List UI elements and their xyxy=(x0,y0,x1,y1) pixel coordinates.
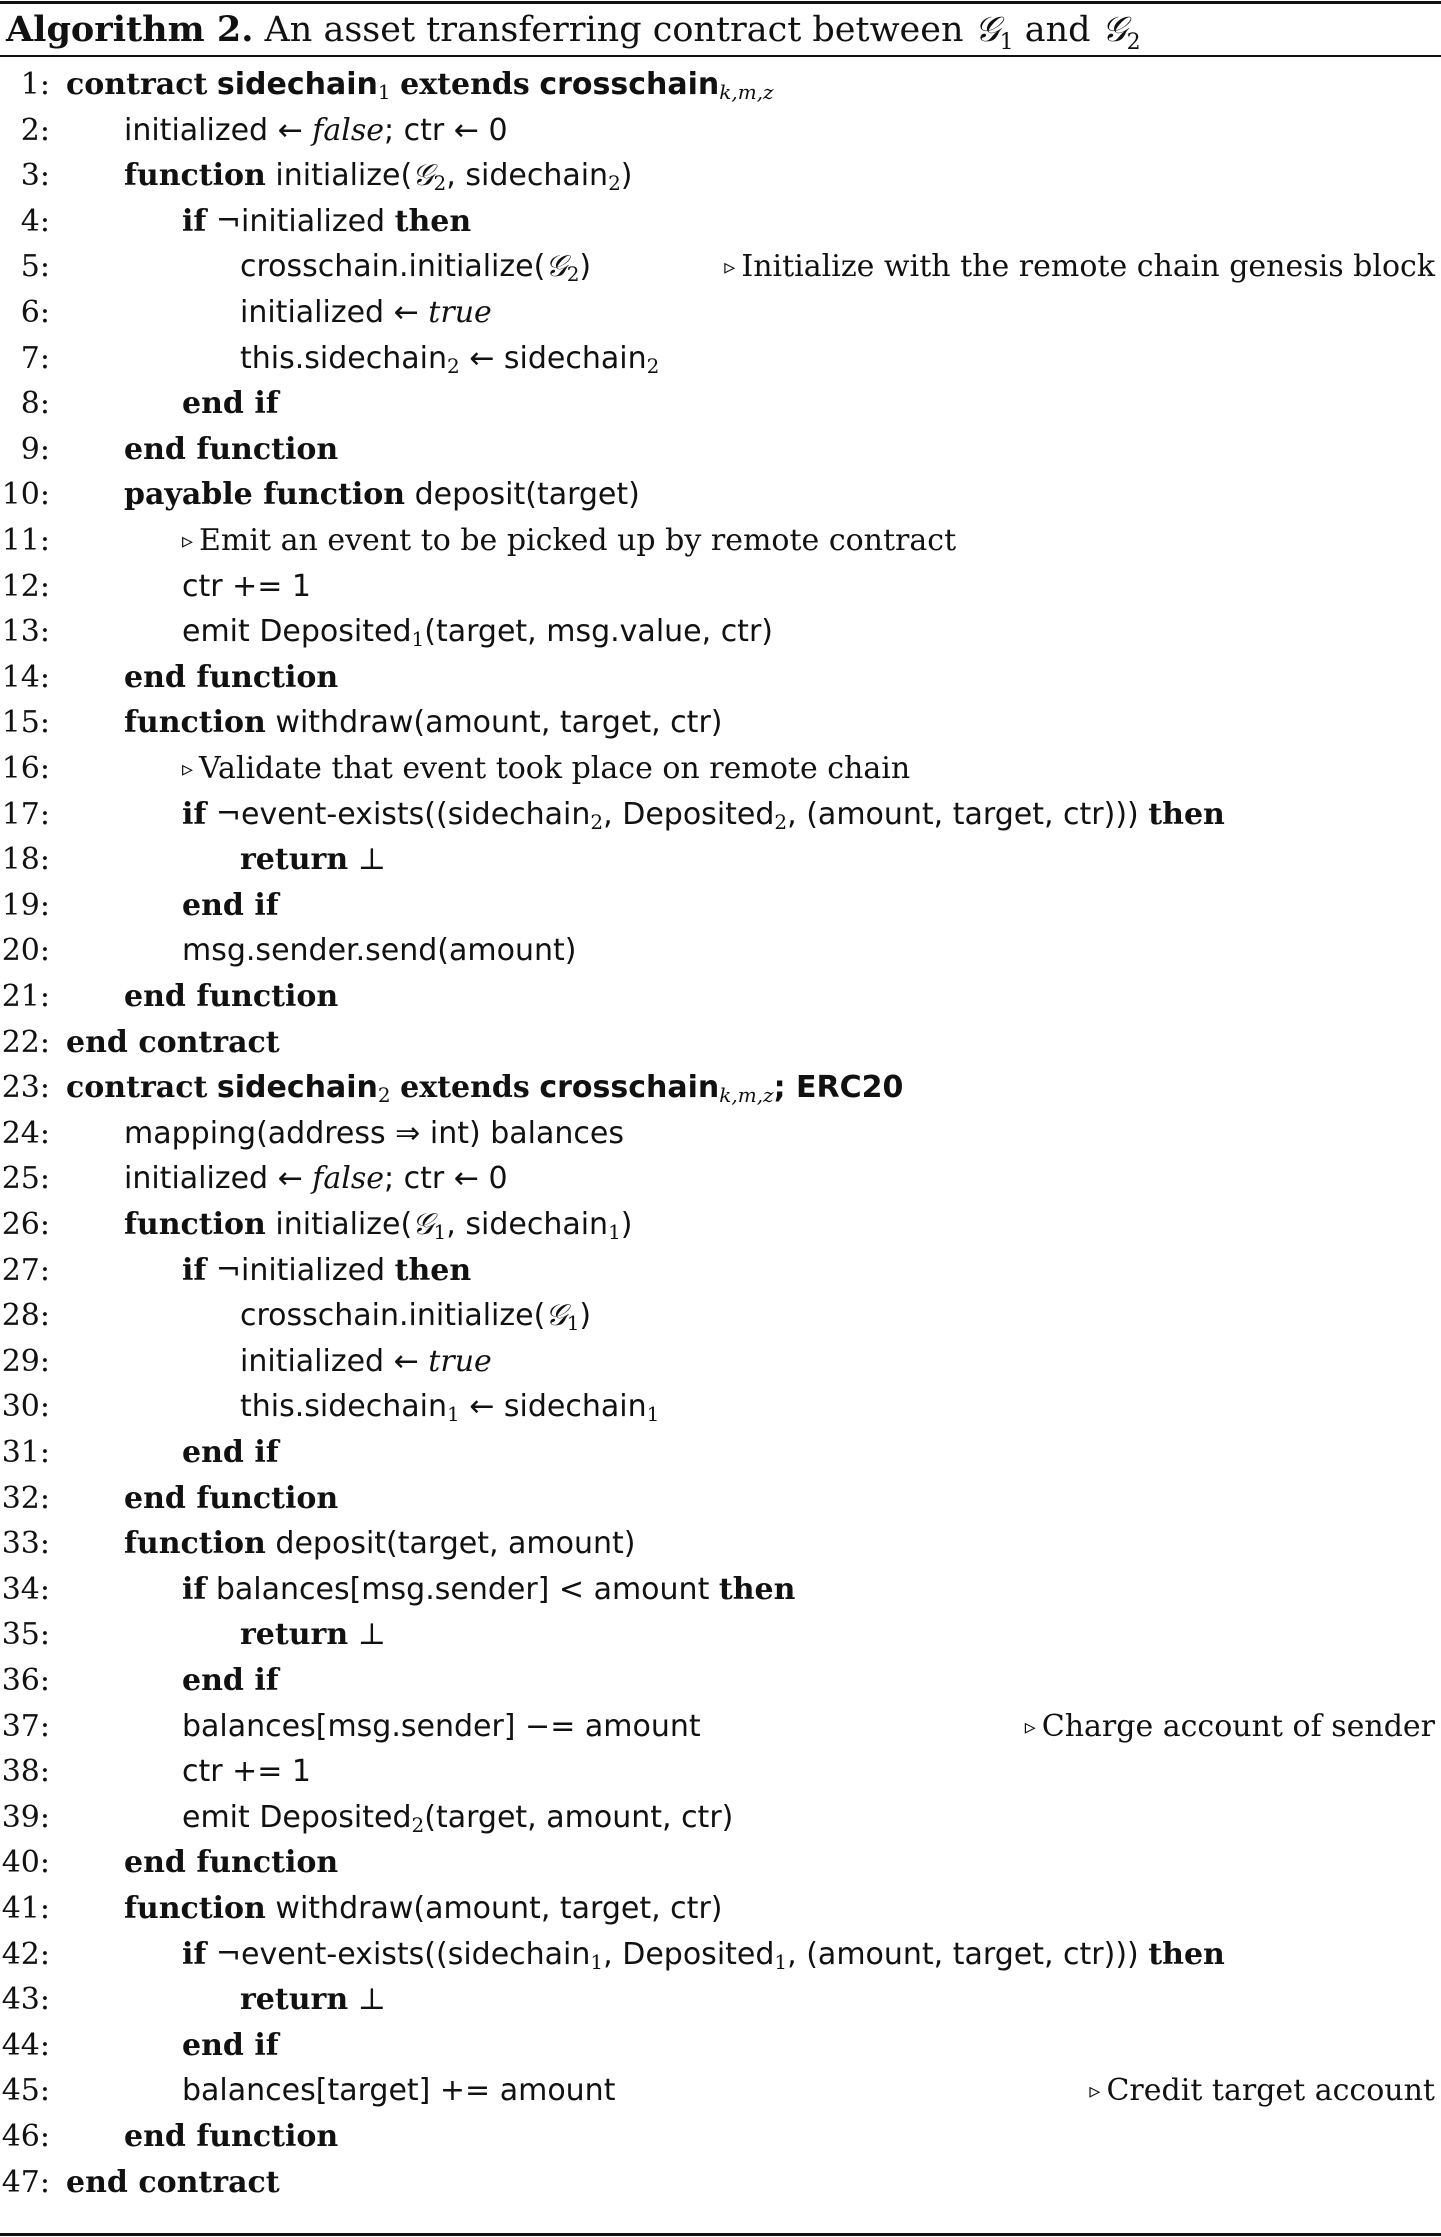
algorithm-line-33 xyxy=(0,1521,1441,1567)
code-text: Deposited xyxy=(259,614,412,650)
comment-text: Emit an event to be picked up by remote contract xyxy=(199,523,957,558)
algorithm-line-41 xyxy=(0,1886,1441,1932)
line-number: 45: xyxy=(1,2073,50,2109)
algorithm-line-2 xyxy=(0,108,1441,154)
code-text: ) xyxy=(579,249,592,285)
code-text: ¬initialized xyxy=(206,203,395,239)
comment-text: Charge account of sender xyxy=(1041,1708,1435,1744)
subscript: 1 xyxy=(646,1402,660,1427)
algorithm-line-31 xyxy=(0,1430,1441,1476)
code-text: (target, msg.value, ctr) xyxy=(424,614,773,650)
code-text: this.sidechain xyxy=(240,340,447,376)
keyword: payable function xyxy=(124,477,406,513)
line-body xyxy=(182,199,471,245)
code-text: initialized ← xyxy=(240,1343,429,1379)
line-number: 28: xyxy=(1,1298,50,1334)
algorithm-caption xyxy=(6,4,1141,56)
subscript: 2 xyxy=(566,262,580,287)
identifier: ; ERC20 xyxy=(773,1070,904,1106)
algorithm-line-10 xyxy=(0,472,1441,518)
line-number: 12: xyxy=(1,568,50,604)
line-number: 32: xyxy=(1,1480,50,1516)
keyword: if xyxy=(182,1936,207,1972)
code-text: (target, amount, ctr) xyxy=(424,1799,734,1835)
keyword: end function xyxy=(124,979,339,1014)
line-body xyxy=(182,1795,733,1841)
keyword: then xyxy=(1148,796,1225,832)
caption-g2-sub: 2 xyxy=(1126,30,1141,55)
line-body xyxy=(182,792,1225,838)
line-body xyxy=(240,1339,492,1385)
line-number: 38: xyxy=(1,1754,50,1790)
keyword: return xyxy=(240,1617,349,1653)
line-body xyxy=(124,108,508,154)
line-number: 26: xyxy=(1,1207,50,1242)
line-number: 23: xyxy=(1,1070,50,1106)
literal: true xyxy=(428,1343,492,1379)
line-body xyxy=(66,62,774,108)
line-number: 19: xyxy=(1,887,50,923)
code-text: balances[msg.sender] < amount xyxy=(206,1571,719,1607)
line-number: 14: xyxy=(1,659,50,695)
code-text: initialized ← xyxy=(124,1161,313,1197)
line-body xyxy=(66,1020,280,1066)
keyword: then xyxy=(394,203,472,239)
subscript: 2 xyxy=(411,1812,425,1837)
comment-marker-icon: ▹ xyxy=(182,529,194,554)
line-body xyxy=(182,381,279,427)
line-body xyxy=(124,2114,338,2160)
line-number: 11: xyxy=(1,523,50,558)
line-body xyxy=(182,1932,1225,1978)
comment-marker-icon: ▹ xyxy=(182,757,194,782)
line-number: 8: xyxy=(20,386,50,422)
line-comment xyxy=(724,244,1435,293)
line-number: 42: xyxy=(1,1936,50,1972)
line-body xyxy=(182,609,773,655)
algorithm-line-44 xyxy=(0,2023,1441,2069)
subscript: 2 xyxy=(433,171,447,196)
math-symbol: ⊥ xyxy=(348,1617,386,1653)
identifier: sidechain xyxy=(216,1070,378,1106)
line-number: 36: xyxy=(1,1663,50,1698)
line-number: 27: xyxy=(1,1252,50,1288)
algorithm-line-42 xyxy=(0,1932,1441,1978)
line-body xyxy=(182,1704,701,1750)
keyword: then xyxy=(718,1571,796,1607)
line-body xyxy=(240,290,492,336)
math-symbol: 𝒢 xyxy=(412,1207,434,1242)
keyword: if xyxy=(182,1252,207,1288)
keyword: end if xyxy=(182,1663,279,1698)
subscript: 1 xyxy=(608,1220,621,1244)
keyword: end if xyxy=(182,1435,279,1470)
math-symbol: ⊥ xyxy=(348,1982,386,2018)
code-text: initialize( xyxy=(275,158,413,194)
identifier: crosschain xyxy=(539,67,720,102)
algorithm-line-16 xyxy=(0,746,1441,792)
line-number: 39: xyxy=(1,1799,50,1835)
comment-marker-icon: ▹ xyxy=(1024,1714,1036,1740)
line-number: 35: xyxy=(1,1617,50,1653)
literal: false xyxy=(312,1161,385,1197)
code-text: crosschain.initialize( xyxy=(240,1298,546,1334)
line-number: 43: xyxy=(1,1982,50,2018)
algorithm-line-6 xyxy=(0,290,1441,336)
algorithm-line-46 xyxy=(0,2114,1441,2160)
algorithm-line-43 xyxy=(0,1977,1441,2023)
comment-text: Initialize with the remote chain genesis block xyxy=(741,249,1435,285)
line-number: 5: xyxy=(20,249,50,285)
keyword: return xyxy=(240,842,349,878)
line-body xyxy=(124,1521,636,1567)
line-number: 7: xyxy=(20,340,50,376)
line-body xyxy=(240,837,386,883)
algorithm-line-47 xyxy=(0,2160,1441,2206)
code-text: ) xyxy=(620,158,633,194)
line-number: 3: xyxy=(20,158,50,194)
code-text: crosschain.initialize( xyxy=(240,249,546,285)
code-text: msg.sender.send(amount) xyxy=(182,933,577,969)
code-text: initialized ← xyxy=(240,295,429,330)
subscript: 2 xyxy=(646,353,660,378)
line-body xyxy=(182,2023,279,2069)
keyword: function xyxy=(124,1526,266,1562)
keyword: function xyxy=(124,158,266,194)
caption-and: and xyxy=(1024,10,1091,50)
caption-text: An asset transferring contract between xyxy=(264,10,964,50)
line-body xyxy=(240,1977,386,2023)
keyword: return xyxy=(240,1982,349,2018)
subscript: 2 xyxy=(590,809,604,834)
algorithm-line-11 xyxy=(0,518,1441,564)
math-symbol: ⊥ xyxy=(348,842,386,878)
line-body xyxy=(240,1293,591,1339)
algorithm-line-17 xyxy=(0,792,1441,838)
keyword: function xyxy=(124,705,266,741)
keyword: then xyxy=(1148,1936,1225,1972)
line-body xyxy=(182,883,279,929)
algorithm-line-18 xyxy=(0,837,1441,883)
line-body xyxy=(124,1156,508,1202)
code-text: ← sidechain xyxy=(459,1389,647,1425)
keyword: end function xyxy=(124,659,339,695)
algorithm-line-9 xyxy=(0,427,1441,473)
line-number: 18: xyxy=(1,842,50,878)
code-text: withdraw(amount, target, ctr) xyxy=(275,1891,723,1926)
math-symbol: 𝒢 xyxy=(545,249,567,285)
line-number: 41: xyxy=(1,1891,50,1926)
subscript: 1 xyxy=(377,80,391,104)
subscript: 1 xyxy=(433,1220,447,1244)
line-body xyxy=(124,974,338,1020)
algorithm-line-21 xyxy=(0,974,1441,1020)
code-text: balances[msg.sender] −= amount xyxy=(182,1708,701,1744)
line-number: 20: xyxy=(1,933,50,969)
line-body xyxy=(124,1202,633,1248)
code-text: ¬event-exists((sidechain xyxy=(206,796,591,832)
identifier: crosschain xyxy=(539,1070,720,1106)
keyword: end contract xyxy=(66,2164,280,2200)
line-body xyxy=(182,1749,311,1795)
line-body xyxy=(124,1886,722,1932)
line-number: 46: xyxy=(1,2119,50,2154)
line-body xyxy=(124,655,338,701)
line-number: 25: xyxy=(1,1161,50,1197)
subscript: 1 xyxy=(774,1949,788,1974)
algorithm-line-7 xyxy=(0,336,1441,382)
caption-g2: 𝒢 xyxy=(1101,10,1127,50)
algorithm-line-13 xyxy=(0,609,1441,655)
algorithm-line-29 xyxy=(0,1339,1441,1385)
line-number: 33: xyxy=(1,1526,50,1562)
line-body xyxy=(182,1248,471,1294)
line-body xyxy=(124,427,338,473)
algorithm-line-19 xyxy=(0,883,1441,929)
keyword: extends xyxy=(400,1070,530,1106)
algorithm-line-26 xyxy=(0,1202,1441,1248)
math-symbol: 𝒢 xyxy=(545,1298,567,1334)
line-body xyxy=(124,1476,338,1522)
code-text: emit xyxy=(182,614,250,650)
code-text: deposit(target) xyxy=(414,477,640,513)
algorithm-line-37 xyxy=(0,1704,1441,1750)
line-number: 40: xyxy=(1,1845,50,1881)
line-number: 4: xyxy=(20,203,50,239)
algorithm-line-20 xyxy=(0,928,1441,974)
line-body xyxy=(182,928,576,974)
keyword: contract xyxy=(66,67,208,102)
algorithm-line-34 xyxy=(0,1567,1441,1613)
code-text: initialize( xyxy=(275,1207,413,1242)
line-number: 16: xyxy=(1,751,50,786)
algorithm-line-32 xyxy=(0,1476,1441,1522)
algorithm-line-8 xyxy=(0,381,1441,427)
code-text: , sidechain xyxy=(446,158,609,194)
math-symbol: 𝒢 xyxy=(412,158,434,194)
keyword: if xyxy=(182,796,207,832)
line-body xyxy=(240,1384,659,1430)
line-body xyxy=(124,1840,338,1886)
line-number: 13: xyxy=(1,614,50,650)
code-text: deposit(target, amount) xyxy=(275,1526,636,1562)
subscript: 2 xyxy=(608,171,621,196)
line-body xyxy=(182,564,311,610)
keyword: function xyxy=(124,1891,266,1926)
line-body xyxy=(240,1612,386,1658)
keyword: function xyxy=(124,1207,266,1242)
line-number: 29: xyxy=(1,1343,50,1379)
code-text: ; ctr ← 0 xyxy=(384,1161,508,1197)
line-body xyxy=(124,153,633,199)
caption-g1: 𝒢 xyxy=(974,10,1000,50)
line-number: 6: xyxy=(20,295,50,330)
code-text: initialized ← xyxy=(124,112,313,148)
code-text: withdraw(amount, target, ctr) xyxy=(275,705,723,741)
algorithm-line-24 xyxy=(0,1111,1441,1157)
algorithm-line-45 xyxy=(0,2068,1441,2114)
line-body xyxy=(66,1065,903,1111)
keyword: end contract xyxy=(66,1024,280,1060)
code-text: Deposited xyxy=(259,1799,412,1835)
code-text: balances[target] += amount xyxy=(182,2073,616,2109)
algorithm-line-25 xyxy=(0,1156,1441,1202)
code-text: mapping(address ⇒ int) balances xyxy=(124,1115,624,1151)
code-text: ¬event-exists((sidechain xyxy=(206,1936,591,1972)
line-number: 15: xyxy=(1,705,50,741)
keyword: if xyxy=(182,1571,207,1607)
line-body xyxy=(182,1567,795,1613)
algorithm-line-28 xyxy=(0,1293,1441,1339)
code-text: ) xyxy=(620,1207,633,1242)
literal: false xyxy=(312,112,385,148)
algorithm-line-27 xyxy=(0,1248,1441,1294)
line-body xyxy=(182,518,956,567)
code-text: this.sidechain xyxy=(240,1389,447,1425)
code-text: , Deposited xyxy=(603,1936,775,1972)
line-number: 34: xyxy=(1,1571,50,1607)
subscript: k,m,z xyxy=(719,80,774,104)
algorithm-line-4 xyxy=(0,199,1441,245)
caption-rule xyxy=(0,55,1441,57)
subscript: 2 xyxy=(377,1083,391,1108)
keyword: then xyxy=(394,1252,472,1288)
algorithm-line-22 xyxy=(0,1020,1441,1066)
line-comment xyxy=(1089,2068,1435,2117)
line-number: 30: xyxy=(1,1389,50,1425)
line-body xyxy=(182,2068,615,2114)
keyword: extends xyxy=(400,67,530,102)
line-body xyxy=(124,700,722,746)
keyword: if xyxy=(182,203,207,239)
comment-marker-icon: ▹ xyxy=(1089,2079,1101,2105)
algorithm-line-12 xyxy=(0,564,1441,610)
subscript: 2 xyxy=(446,353,460,378)
keyword: end function xyxy=(124,431,339,467)
line-number: 22: xyxy=(1,1024,50,1060)
keyword: end if xyxy=(182,386,279,422)
keyword: contract xyxy=(66,1070,208,1106)
algorithm-line-14 xyxy=(0,655,1441,701)
algorithm-line-39 xyxy=(0,1795,1441,1841)
code-text: ctr += 1 xyxy=(182,568,312,604)
line-body xyxy=(124,1111,624,1157)
comment-text: Validate that event took place on remote chain xyxy=(199,751,911,786)
line-number: 9: xyxy=(20,431,50,467)
line-body xyxy=(182,1430,279,1476)
code-text: ) xyxy=(579,1298,592,1334)
line-number: 47: xyxy=(1,2164,50,2200)
line-number: 24: xyxy=(1,1115,50,1151)
algorithm-line-15 xyxy=(0,700,1441,746)
line-number: 21: xyxy=(1,979,50,1014)
code-text: ¬initialized xyxy=(206,1252,395,1288)
line-body xyxy=(124,472,640,518)
line-body xyxy=(182,1658,279,1704)
line-number: 1: xyxy=(20,67,50,102)
keyword: end function xyxy=(124,1845,339,1881)
subscript: 1 xyxy=(411,627,425,652)
algorithm-line-1 xyxy=(0,62,1441,108)
bottom-rule xyxy=(0,2233,1441,2236)
algorithm-line-5 xyxy=(0,244,1441,290)
literal: true xyxy=(428,295,492,330)
line-body xyxy=(240,244,591,290)
code-text: , sidechain xyxy=(446,1207,609,1242)
algorithm-line-40 xyxy=(0,1840,1441,1886)
algorithm-line-30 xyxy=(0,1384,1441,1430)
code-text: , (amount, target, ctr))) xyxy=(787,1936,1149,1972)
code-text: , Deposited xyxy=(603,796,775,832)
keyword: end if xyxy=(182,2027,279,2063)
code-text: , (amount, target, ctr))) xyxy=(787,796,1149,832)
algorithm-line-35 xyxy=(0,1612,1441,1658)
subscript: 1 xyxy=(446,1402,460,1427)
algorithm-line-36 xyxy=(0,1658,1441,1704)
comment-text: Credit target account xyxy=(1106,2073,1435,2109)
subscript: k,m,z xyxy=(719,1083,774,1108)
line-body xyxy=(182,746,910,795)
code-text: ← sidechain xyxy=(459,340,647,376)
algorithm-line-3 xyxy=(0,153,1441,199)
code-text: ctr += 1 xyxy=(182,1754,312,1790)
code-text: emit xyxy=(182,1799,250,1835)
line-number: 37: xyxy=(1,1708,50,1744)
algorithm-line-38 xyxy=(0,1749,1441,1795)
line-number: 31: xyxy=(1,1435,50,1470)
line-body xyxy=(240,336,659,382)
line-comment xyxy=(1025,1704,1435,1753)
caption-label: Algorithm 2. xyxy=(6,9,254,50)
line-number: 17: xyxy=(1,796,50,832)
algorithm-line-23 xyxy=(0,1065,1441,1111)
caption-g1-sub: 1 xyxy=(999,30,1014,55)
code-text: ; ctr ← 0 xyxy=(384,112,508,148)
keyword: end if xyxy=(182,887,279,923)
line-number: 10: xyxy=(1,477,50,513)
identifier: sidechain xyxy=(216,67,378,102)
line-number: 2: xyxy=(20,112,50,148)
subscript: 1 xyxy=(590,1949,604,1974)
keyword: end function xyxy=(124,2119,339,2154)
subscript: 1 xyxy=(566,1311,580,1336)
keyword: end function xyxy=(124,1480,339,1516)
subscript: 2 xyxy=(774,809,788,834)
line-number: 44: xyxy=(1,2027,50,2063)
line-body xyxy=(66,2160,280,2206)
comment-marker-icon: ▹ xyxy=(724,255,736,281)
